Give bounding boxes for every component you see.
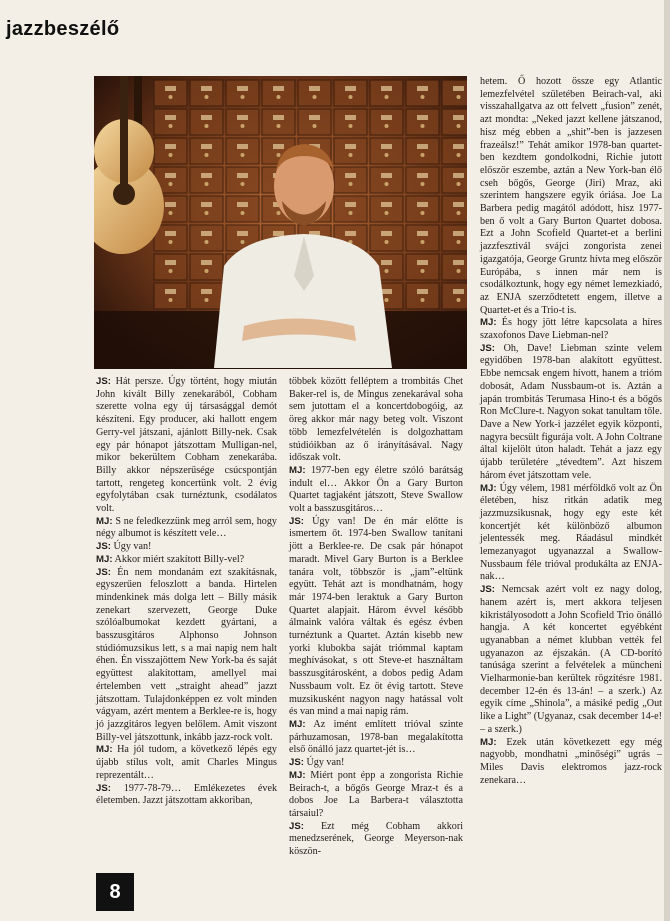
paragraph-text: többek között felléptem a trombitás Chet Baker-rel is, de Mingus zenekarával soha sem jutottam el a koncertdobogóig, az öreg akkor már nagy beteg volt. Viszont több lemezfelvételén is dolgozhattam stúdióikban az ő irányításával. Nagy időszak volt. — [289, 376, 463, 464]
speaker-label: MJ: — [289, 718, 306, 730]
paragraph-text: Úgy vélem, 1981 mérföldkő volt az Ön életében, hisz ritkán adatik meg jazzmuzsikusnak, hogy egy este két koncertjét két különböző albumon jelentessék meg. Ráadásul mindkét lemezanyagot ugyanazzal a Swallow-Nussbaum féle trióval produkálta az ENJA-nak… — [480, 482, 662, 583]
speaker-label: MJ: — [480, 317, 497, 329]
interview-paragraph — [96, 744, 277, 782]
paragraph-text: Oh, Dave! Liebman szinte velem egyidőben 1978-ban alakított együttest. Ebbe nemcsak engem hívott, hanem a trióm dobosát, Adam Nussbaum-ot is. Aztán a japán trombitás Terumasa Hino-t és a bőgős Ron McClure-t. Nagyon sokat tanultam tőle. Dave a New York-i jazzélet egyik központi, nagyra becsült figurája volt. A John Coltrane által kijelölt úton haladt. Tehát a jazz egy újabb területére „tévedtem”. Azt hiszem három évet játszottam vele. — [480, 342, 663, 481]
paragraph-text: Ha jól tudom, a következő lépés egy újabb stílus volt, amit Charles Mingus reprezentált… — [96, 744, 277, 781]
speaker-label: MJ: — [96, 553, 113, 565]
speaker-label: MJ: — [96, 744, 113, 756]
speaker-label: MJ: — [480, 482, 497, 494]
paragraph-text: 1977-ben egy életre szóló barátság indult el… Akkor Ön a Gary Burton Quartet tagjaként játszott, Steve Swallow volt a basszusgitáros… — [289, 464, 463, 515]
interview-paragraph — [480, 343, 662, 483]
speaker-label: MJ: — [480, 736, 497, 748]
article-column-1 — [96, 376, 277, 808]
paragraph-text: Ezt még Cobham akkori menedzserének, George Meyerson-nak köszön- — [289, 820, 464, 858]
speaker-label: JS: — [96, 376, 111, 387]
interview-paragraph — [289, 821, 463, 859]
interview-paragraph — [96, 516, 277, 541]
paragraph-text: hetem. Ő hozott össze egy Atlantic lemezfelvétel születében Beirach-val, aki visszahallgatva az ott felvett „fusion” zenét, azt mondta: „Neked jazzt kellene játszanod, hisz még ebben a „shit”-ben is jazzesen frazeálsz!” Tehát amikor 1978-ban quartet-ben kezdtem gondolkodni, Richie jutott először eszembe, aztán a New York-ban élő cseh bőgős, George (Jiri) Mraz, aki szerintem hangszere egyik óriása. Joe La Barbera pedig magától adódott, hisz 1977-ben ő volt a Gary Burton Quartet dobosa. Ezt a John Scofield Quartet-et a berlini jazzfesztivál svájci zongorista zenei igazgatója, George Gruntz hívta meg először Európába, s innen már nem is csodálkoztunk, hogy egy német lemezkiadó, az ENJA szerződtetett engem, illetve a Quartet-et és a Trio-t is. — [480, 76, 662, 316]
speaker-label: JS: — [96, 566, 111, 578]
paragraph-text: Akkor miért szakított Billy-vel? — [114, 553, 245, 565]
interview-paragraph — [96, 541, 277, 554]
portrait-photo-icon — [94, 76, 467, 369]
speaker-label: MJ: — [289, 464, 306, 476]
page-edge — [664, 0, 670, 921]
speaker-label: JS: — [289, 757, 304, 769]
speaker-label: JS: — [289, 820, 304, 832]
speaker-label: MJ: — [289, 769, 306, 781]
paragraph-text: És hogy jött létre kapcsolata a híres szaxofonos Dave Liebman-nel? — [480, 317, 662, 342]
paragraph-text: Én nem mondanám ezt szakításnak, egyszerűen feloszlott a banda. Hirtelen mindenkinek más dolga lett – Billy másik zenekart szervezett, George Duke szólóalbumokat kezdett gyártani, a basszusgitáros Alphonso Johnson stúdiómuzsikus lett, s a mai napig nem halt éhen. Én visszajöttem New York-ba és saját együttest alakítottam, amellyel mai értelemben vett „straight ahead” jazzt játszottam. Tulajdonképpen ez volt minden vágyam, azért mentem a Berklee-re is, hogy jó jazzgitáros legyen belőlem. Amit viszont Billy-vel játszottunk, inkább jazz-rock volt. — [96, 566, 278, 743]
paragraph-text: Úgy van! — [113, 541, 152, 553]
interview-paragraph — [289, 516, 463, 719]
speaker-label: JS: — [96, 782, 111, 794]
speaker-label: MJ: — [96, 515, 113, 527]
paragraph-text: Az imént említett trióval szinte párhuzamosan, 1978-ban megalakította első önálló jazz quartet-jét is… — [289, 718, 463, 756]
speaker-label: JS: — [480, 584, 495, 596]
section-title: jazzbeszélő — [6, 18, 120, 40]
speaker-label: JS: — [480, 342, 495, 354]
interview-paragraph — [289, 757, 463, 770]
interview-paragraph — [96, 376, 277, 516]
interview-paragraph — [289, 465, 463, 516]
interview-paragraph — [289, 770, 463, 821]
interview-paragraph — [289, 376, 463, 465]
paragraph-text: Úgy van! De én már előtte is ismertem őt. 1974-ben Swallow tanítani jött a Berklee-re. De csak pár hónapot maradt. Mivel Gary Burton is a Berklee tanára volt, többször is „jam”-eltünk együtt. Tehát azt is mondhatnám, hogy már 1974-ben leraktuk a Gary Burton Quartet alapjait. Három évvel később álmaink valóra váltak és egész évben turnéztunk a Quartet. Aztán kisebb new yorki klubokba saját triómmal kaptam meghívásokat, s ott Steve-et használtam basszusgitárosként, a dobos pedig Adam Nussbaum volt. Ez öt évig tartott. Steve muzsikusként nagyon nagy hatással volt és van mind a mai napig rám. — [289, 515, 463, 718]
interview-paragraph — [480, 737, 662, 788]
paragraph-text: 1977-78-79… Emlékezetes évek életemben. Jazzt játszottam akkoriban, — [96, 782, 278, 807]
interview-paragraph — [96, 554, 277, 567]
paragraph-text: Miért pont épp a zongorista Richie Beirach-t, a bőgős George Mraz-t és a dobos Joe La Barbera-t választotta társaiul? — [289, 769, 463, 819]
speaker-label: JS: — [289, 515, 304, 527]
interview-paragraph — [96, 567, 277, 745]
paragraph-text: S ne feledkezzünk meg arról sem, hogy négy albumot is készített vele… — [96, 515, 277, 540]
interview-paragraph — [480, 483, 662, 585]
speaker-label: JS: — [96, 541, 111, 553]
article-column-3 — [480, 76, 662, 787]
portrait-photo — [94, 76, 467, 369]
interview-paragraph — [289, 719, 463, 757]
paragraph-text: Úgy van! — [306, 757, 345, 769]
paragraph-text: Hát persze. Úgy történt, hogy miután John kivált Billy zenekarából, Cobham szerette volna egy új társasággal demót készíteni. Egy producer, aki hallott engem Gerry-vel játszani, ajánlott Billy-nek. Csak egy pár hónapot játszottam Mulligan-nel, mikor bekerültem Cobham zenekarába. Billy akkor népszerűsége csúcspontján tartott, rengeteg koncertünk volt. 2 évig egyfolytában csak turnéztunk, csodálatos volt. — [96, 376, 277, 515]
interview-paragraph — [480, 76, 662, 317]
paragraph-text: Ezek után következett egy még nagyobb, mondhatni „minőségi” ugrás – Miles Davis elektromos jazz-rock zenekara… — [480, 736, 663, 786]
article-column-2 — [289, 376, 463, 859]
interview-paragraph — [480, 317, 662, 342]
paragraph-text: Nemcsak azért volt ez nagy dolog, hanem azért is, mert akkora teljesen kikristályosodott a John Scofield Trio önálló hangja. A két koncertet egyébként ugyanabban a német klubban vették fel ugyanazon az éjszakán. (A CD-borító tanúsága szerint a felvételek a müncheni Vielharmonie-ban kerültek rögzítésre 1981. december 12-én és 13-án! – a szerk.) Az egyik címe „Shinola”, a másiké pedig „Out like a Light” (Ugyanaz, csak december 14-e! – a szerk.) — [480, 584, 663, 735]
interview-paragraph — [480, 584, 662, 736]
interview-paragraph — [96, 783, 277, 808]
page-number: 8 — [96, 873, 134, 911]
